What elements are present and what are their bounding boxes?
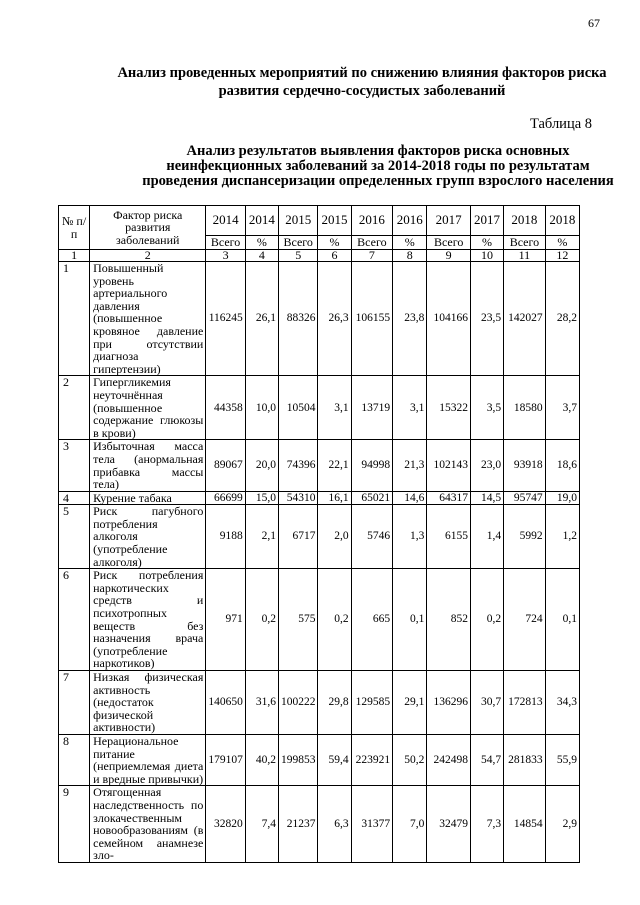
percent-cell: 31,6 [245, 671, 278, 735]
column-number: 1 [59, 250, 90, 262]
count-cell: 44358 [206, 376, 245, 440]
count-cell: 242498 [427, 734, 471, 785]
header-sub: % [470, 236, 503, 250]
header-year: 2016 [393, 206, 427, 236]
risk-factor-name: Риск потребления наркотических средств и психотропных веществ без назначения врача (употребление наркотиков) [90, 569, 206, 671]
row-number: 6 [59, 569, 90, 671]
count-cell: 95747 [504, 491, 546, 505]
percent-cell: 54,7 [470, 734, 503, 785]
column-number: 6 [318, 250, 351, 262]
risk-factor-name: Повышенный уровень артериального давления (повышенное кровяное давление при отсутствии диагноза гипертензии) [90, 262, 206, 376]
risk-factor-name: Риск пагубного потребления алкоголя (употребление алкоголя) [90, 505, 206, 569]
count-cell: 13719 [351, 376, 393, 440]
percent-cell: 3,1 [318, 376, 351, 440]
percent-cell: 14,5 [470, 491, 503, 505]
count-cell: 54310 [279, 491, 318, 505]
percent-cell: 0,2 [470, 569, 503, 671]
table-title: Анализ результатов выявления факторов риска основных неинфекционных заболеваний за 2014-2018 годы по результатам проведения диспансеризации определенных групп взрослого населения [142, 143, 614, 189]
column-number: 3 [206, 250, 245, 262]
header-year: 2017 [470, 206, 503, 236]
column-number: 12 [545, 250, 579, 262]
page-number: 67 [588, 16, 600, 30]
percent-cell: 7,4 [245, 786, 278, 863]
header-sub: % [245, 236, 278, 250]
table-row [59, 569, 580, 671]
count-cell: 116245 [206, 262, 245, 376]
table-row [59, 491, 580, 505]
count-cell: 10504 [279, 376, 318, 440]
count-cell: 136296 [427, 671, 471, 735]
percent-cell: 23,0 [470, 440, 503, 491]
percent-cell: 0,1 [545, 569, 579, 671]
header-sub: % [318, 236, 351, 250]
percent-cell: 2,1 [245, 505, 278, 569]
count-cell: 21237 [279, 786, 318, 863]
percent-cell: 22,1 [318, 440, 351, 491]
count-cell: 129585 [351, 671, 393, 735]
percent-cell: 26,3 [318, 262, 351, 376]
count-cell: 32820 [206, 786, 245, 863]
table-label: Таблица 8 [530, 116, 593, 132]
count-cell: 6717 [279, 505, 318, 569]
percent-cell: 19,0 [545, 491, 579, 505]
count-cell: 93918 [504, 440, 546, 491]
count-cell: 9188 [206, 505, 245, 569]
percent-cell: 3,5 [470, 376, 503, 440]
percent-cell: 1,4 [470, 505, 503, 569]
risk-factors-table [58, 205, 580, 863]
table-row [59, 262, 580, 376]
header-sub: Всего [206, 236, 245, 250]
count-cell: 6155 [427, 505, 471, 569]
percent-cell: 0,1 [393, 569, 427, 671]
percent-cell: 6,3 [318, 786, 351, 863]
count-cell: 94998 [351, 440, 393, 491]
count-cell: 64317 [427, 491, 471, 505]
table-row [59, 734, 580, 785]
column-number: 11 [504, 250, 546, 262]
section-title: Анализ проведенных мероприятий по снижению влияния факторов риска развития сердечно-сосудистых заболеваний [117, 65, 607, 99]
row-number: 8 [59, 734, 90, 785]
header-year: 2014 [245, 206, 278, 236]
count-cell: 140650 [206, 671, 245, 735]
count-cell: 172813 [504, 671, 546, 735]
risk-factor-name: Низкая физическая активность (недостаток физической активности) [90, 671, 206, 735]
percent-cell: 16,1 [318, 491, 351, 505]
percent-cell: 29,8 [318, 671, 351, 735]
header-num: № п/п [59, 206, 90, 250]
percent-cell: 30,7 [470, 671, 503, 735]
percent-cell: 10,0 [245, 376, 278, 440]
table-row [59, 671, 580, 735]
row-number: 9 [59, 786, 90, 863]
percent-cell: 23,8 [393, 262, 427, 376]
count-cell: 575 [279, 569, 318, 671]
percent-cell: 15,0 [245, 491, 278, 505]
row-number: 2 [59, 376, 90, 440]
header-year: 2015 [318, 206, 351, 236]
count-cell: 106155 [351, 262, 393, 376]
count-cell: 32479 [427, 786, 471, 863]
percent-cell: 2,9 [545, 786, 579, 863]
row-number: 1 [59, 262, 90, 376]
count-cell: 88326 [279, 262, 318, 376]
count-cell: 102143 [427, 440, 471, 491]
percent-cell: 26,1 [245, 262, 278, 376]
count-cell: 665 [351, 569, 393, 671]
percent-cell: 29,1 [393, 671, 427, 735]
column-number: 2 [90, 250, 206, 262]
header-year: 2016 [351, 206, 393, 236]
count-cell: 74396 [279, 440, 318, 491]
count-cell: 18580 [504, 376, 546, 440]
count-cell: 31377 [351, 786, 393, 863]
percent-cell: 34,3 [545, 671, 579, 735]
risk-factor-name: Нерациональное питание (неприемлемая диета и вредные привычки) [90, 734, 206, 785]
percent-cell: 3,1 [393, 376, 427, 440]
count-cell: 179107 [206, 734, 245, 785]
count-cell: 971 [206, 569, 245, 671]
percent-cell: 1,2 [545, 505, 579, 569]
row-number: 5 [59, 505, 90, 569]
row-number: 3 [59, 440, 90, 491]
table-row [59, 376, 580, 440]
percent-cell: 55,9 [545, 734, 579, 785]
percent-cell: 59,4 [318, 734, 351, 785]
count-cell: 65021 [351, 491, 393, 505]
count-cell: 281833 [504, 734, 546, 785]
column-number-row [59, 250, 580, 262]
risk-factor-name: Курение табака [90, 491, 206, 505]
count-cell: 14854 [504, 786, 546, 863]
column-number: 8 [393, 250, 427, 262]
header-factor: Фактор риска развития заболеваний [90, 206, 206, 250]
header-sub: Всего [504, 236, 546, 250]
percent-cell: 7,3 [470, 786, 503, 863]
table-row [59, 505, 580, 569]
percent-cell: 3,7 [545, 376, 579, 440]
header-year: 2014 [206, 206, 245, 236]
header-year: 2018 [545, 206, 579, 236]
percent-cell: 14,6 [393, 491, 427, 505]
column-number: 9 [427, 250, 471, 262]
count-cell: 724 [504, 569, 546, 671]
risk-factor-name: Отягощенная наследственность по злокачественным новообразованиям (в семейном анамнезе зло- [90, 786, 206, 863]
percent-cell: 23,5 [470, 262, 503, 376]
header-sub: Всего [427, 236, 471, 250]
column-number: 7 [351, 250, 393, 262]
count-cell: 852 [427, 569, 471, 671]
header-year: 2018 [504, 206, 546, 236]
percent-cell: 20,0 [245, 440, 278, 491]
percent-cell: 7,0 [393, 786, 427, 863]
count-cell: 15322 [427, 376, 471, 440]
table-row [59, 786, 580, 863]
table-row [59, 440, 580, 491]
percent-cell: 0,2 [245, 569, 278, 671]
percent-cell: 40,2 [245, 734, 278, 785]
risk-factor-name: Избыточная масса тела (анормальная прибавка массы тела) [90, 440, 206, 491]
count-cell: 100222 [279, 671, 318, 735]
count-cell: 223921 [351, 734, 393, 785]
count-cell: 89067 [206, 440, 245, 491]
header-sub: % [545, 236, 579, 250]
percent-cell: 18,6 [545, 440, 579, 491]
percent-cell: 2,0 [318, 505, 351, 569]
count-cell: 5746 [351, 505, 393, 569]
row-number: 4 [59, 491, 90, 505]
percent-cell: 50,2 [393, 734, 427, 785]
count-cell: 66699 [206, 491, 245, 505]
row-number: 7 [59, 671, 90, 735]
header-year: 2017 [427, 206, 471, 236]
header-year: 2015 [279, 206, 318, 236]
header-sub: Всего [279, 236, 318, 250]
header-sub: % [393, 236, 427, 250]
percent-cell: 1,3 [393, 505, 427, 569]
column-number: 5 [279, 250, 318, 262]
count-cell: 104166 [427, 262, 471, 376]
percent-cell: 21,3 [393, 440, 427, 491]
column-number: 4 [245, 250, 278, 262]
count-cell: 199853 [279, 734, 318, 785]
header-sub: Всего [351, 236, 393, 250]
percent-cell: 0,2 [318, 569, 351, 671]
percent-cell: 28,2 [545, 262, 579, 376]
count-cell: 142027 [504, 262, 546, 376]
column-number: 10 [470, 250, 503, 262]
count-cell: 5992 [504, 505, 546, 569]
risk-factor-name: Гипергликемия неуточнённая (повышенное содержание глюкозы в крови) [90, 376, 206, 440]
